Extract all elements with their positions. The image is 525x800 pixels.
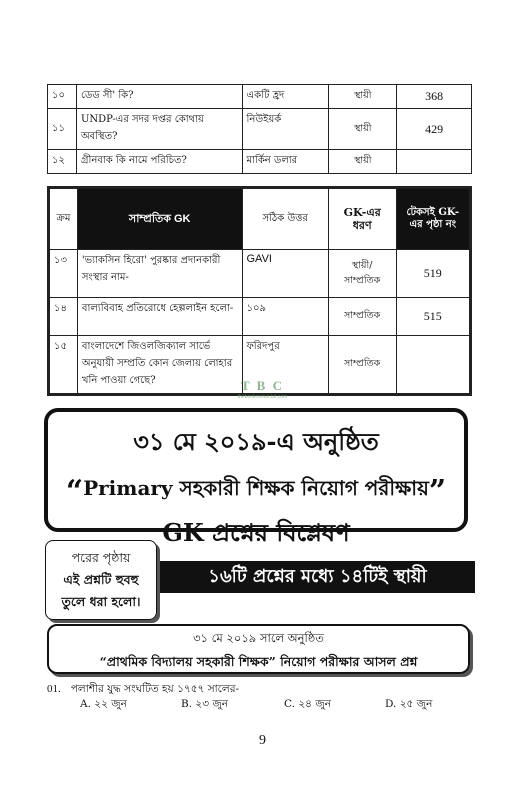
gk-type-cell: স্থায়ী bbox=[329, 109, 397, 150]
recent-gk-table bbox=[47, 186, 472, 396]
option-b: B. ২৩ জুন bbox=[181, 698, 229, 710]
row-number: ১৩ bbox=[49, 250, 78, 298]
analysis-heading: GK প্রশ্নের বিশ্লেষণ bbox=[162, 518, 350, 547]
header-gk-type: GK-এর ধরণ bbox=[328, 188, 396, 250]
exam-analysis-box bbox=[44, 408, 468, 547]
publisher-watermark bbox=[225, 378, 300, 400]
gk-type-cell: স্থায়ী bbox=[329, 85, 397, 109]
page-cell: 519 bbox=[396, 250, 470, 298]
note-line-2: এই প্রশ্নটি হুবহু bbox=[63, 572, 139, 587]
page-cell: 515 bbox=[396, 298, 470, 336]
page-number: 9 bbox=[259, 733, 266, 748]
header-serial: ক্রম bbox=[49, 188, 78, 250]
row-number: ১০ bbox=[48, 85, 77, 109]
gk-type-cell: স্থায়ী bbox=[329, 150, 397, 174]
page-cell bbox=[396, 336, 470, 395]
exam-title-text: Primary সহকারী শিক্ষক নিয়োগ পরীক্ষায় bbox=[83, 476, 429, 500]
header-recent-gk: সাম্প্রতিক GK bbox=[77, 188, 242, 250]
header-textbook-page: টেকসই GK-এর পৃষ্ঠা নং bbox=[396, 188, 470, 250]
option-c: C. ২৪ জুন bbox=[284, 698, 331, 710]
note-line-3: তুলে ধরা হলো। bbox=[61, 594, 141, 609]
question-cell: গ্রীনবাক কি নামে পরিচিত? bbox=[76, 150, 242, 174]
question-cell: বাল্যবিবাহ প্রতিরোধে হেল্পলাইন হলো- bbox=[77, 298, 242, 336]
answer-cell: মার্কিন ডলার bbox=[242, 150, 329, 174]
original-question-box bbox=[47, 624, 470, 674]
table-row bbox=[48, 85, 472, 109]
exam-title bbox=[48, 474, 464, 509]
table-row bbox=[48, 150, 472, 174]
question-number: 01. bbox=[47, 683, 61, 695]
option-a: A. ২২ জুন bbox=[80, 698, 127, 710]
table-header-row bbox=[49, 188, 471, 250]
question-cell: 'ভ্যাকসিন হিরো' পুরষ্কার প্রদানকারী সংস্থার নাম- bbox=[77, 250, 242, 298]
row-number: ১৪ bbox=[49, 298, 78, 336]
original-date: ৩১ মে ২০১৯ সালে অনুষ্ঠিত bbox=[193, 631, 324, 645]
table-row bbox=[49, 298, 471, 336]
row-number: ১২ bbox=[48, 150, 77, 174]
gk-type-cell: সাম্প্রতিক bbox=[328, 298, 396, 336]
watermark-url: thebookcorner.bd.com bbox=[237, 394, 288, 400]
answer-cell: ১০৯ bbox=[242, 298, 328, 336]
permanent-count-banner: ১৬টি প্রশ্নের মধ্যে ১৪টিই স্থায়ী bbox=[160, 561, 475, 593]
page-cell: 368 bbox=[397, 85, 472, 109]
table-row bbox=[48, 109, 472, 150]
page-cell bbox=[397, 150, 472, 174]
permanent-gk-table bbox=[47, 84, 472, 174]
answer-cell: GAVI bbox=[242, 250, 328, 298]
open-quote: “ bbox=[65, 474, 84, 509]
answer-cell: নিউইয়র্ক bbox=[242, 109, 329, 150]
question-cell: বাংলাদেশে জিওলজিক্যাল সার্ভে অনুযায়ী সম্প্রতি কোন জেলায় লোহার খনি পাওয়া গেছে? bbox=[77, 336, 242, 395]
table-row bbox=[49, 250, 471, 298]
header-correct-answer: সঠিক উত্তর bbox=[242, 188, 328, 250]
note-line-1: পরের পৃষ্ঠায় bbox=[71, 550, 131, 565]
question-cell: UNDP-এর সদর দপ্তর কোথায় অবস্থিত? bbox=[76, 109, 242, 150]
gk-type-cell: স্থায়ী/ সাম্প্রতিক bbox=[328, 250, 396, 298]
row-number: ১৫ bbox=[49, 336, 78, 395]
question-cell: ডেড সী' কি? bbox=[76, 85, 242, 109]
original-title: “প্রাথমিক বিদ্যালয় সহকারী শিক্ষক” নিয়োগ পরীক্ষার আসল প্রশ্ন bbox=[99, 654, 418, 669]
exam-date-heading: ৩১ মে ২০১৯-এ অনুষ্ঠিত bbox=[133, 427, 379, 456]
row-number: ১১ bbox=[48, 109, 77, 150]
question-text: পলাশীর যুদ্ধ সংঘটিত হয় ১৭৫৭ সালের- bbox=[70, 683, 240, 695]
watermark-logo: T B C bbox=[241, 378, 284, 393]
answer-cell: একটি হ্রদ bbox=[242, 85, 329, 109]
close-quote: ” bbox=[428, 474, 447, 509]
page-cell: 429 bbox=[397, 109, 472, 150]
answer-cell: ফরিদপুর bbox=[242, 336, 328, 395]
gk-type-cell: সাম্প্রতিক bbox=[328, 336, 396, 395]
option-d: D. ২৫ জুন bbox=[385, 698, 433, 710]
next-page-note bbox=[45, 540, 157, 620]
